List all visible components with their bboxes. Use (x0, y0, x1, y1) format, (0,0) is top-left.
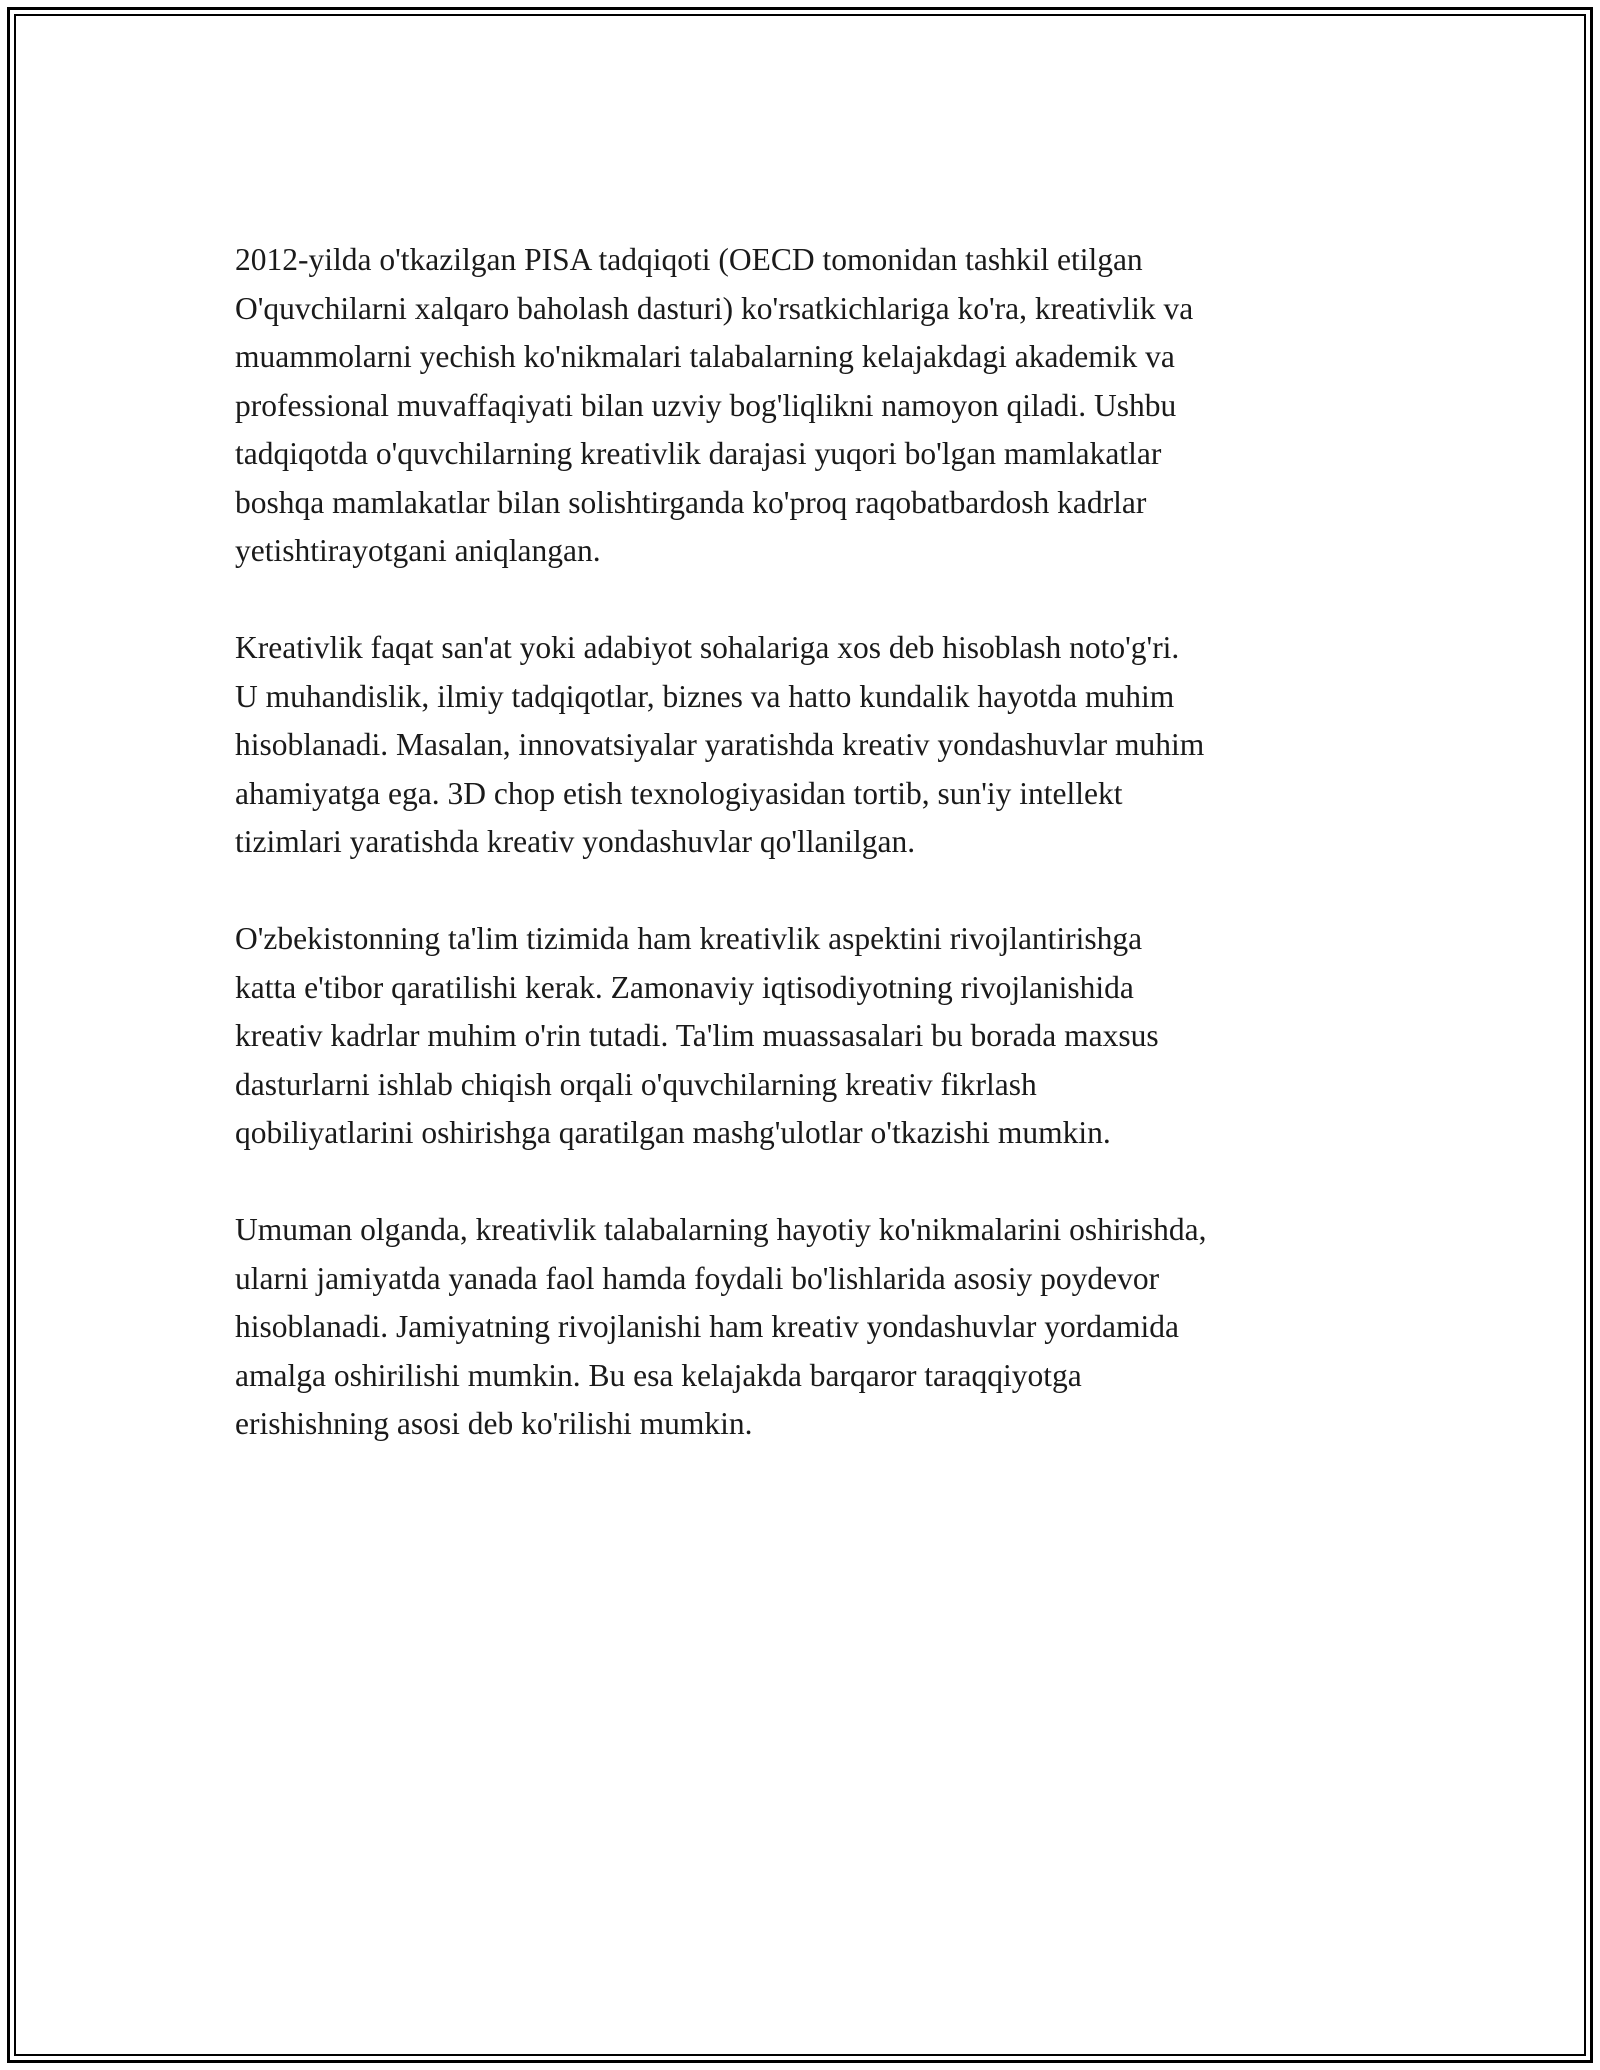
document-body (235, 236, 1385, 1497)
text-line: boshqa mamlakatlar bilan solishtirganda ko'proq raqobatbardosh kadrlar (235, 484, 1147, 520)
text-line: hisoblanadi. Masalan, innovatsiyalar yaratishda kreativ yondashuvlar muhim (235, 727, 1205, 762)
text-line: ularni jamiyatda yanada faol hamda foydali bo'lishlarida asosiy poydevor (235, 1260, 1160, 1296)
text-line: muammolarni yechish ko'nikmalari talabalarning kelajakdagi akademik va (235, 339, 1175, 374)
text-line: amalga oshirilishi mumkin. Bu esa kelajakda barqaror taraqqiyotga (235, 1357, 1082, 1393)
text-line: hisoblanadi. Jamiyatning rivojlanishi ham kreativ yondashuvlar yordamida (235, 1309, 1179, 1344)
text-line: tadqiqotda o'quvchilarning kreativlik darajasi yuqori bo'lgan mamlakatlar (235, 436, 1162, 471)
text-line: Umuman olganda, kreativlik talabalarning hayotiy ko'nikmalarini oshirishda, (235, 1212, 1207, 1247)
text-line: tizimlari yaratishda kreativ yondashuvlar qo'llanilgan. (235, 824, 916, 859)
paragraph-4 (235, 1206, 1385, 1449)
text-line: O'quvchilarni xalqaro baholash dasturi) ko'rsatkichlariga ko'ra, kreativlik va (235, 290, 1194, 326)
text-line: professional muvaffaqiyati bilan uzviy bog'liqlikni namoyon qiladi. Ushbu (235, 387, 1177, 423)
text-line: 2012-yilda o'tkazilgan PISA tadqiqoti (OECD tomonidan tashkil etilgan (235, 242, 1143, 277)
paragraph-1 (235, 236, 1385, 576)
paragraph-2 (235, 624, 1385, 867)
text-line: yetishtirayotgani aniqlangan. (235, 533, 601, 568)
text-line: qobiliyatlarini oshirishga qaratilgan mashg'ulotlar o'tkazishi mumkin. (235, 1115, 1111, 1150)
text-line: kreativ kadrlar muhim o'rin tutadi. Ta'lim muassasalari bu borada maxsus (235, 1018, 1159, 1053)
text-line: O'zbekistonning ta'lim tizimida ham kreativlik aspektini rivojlantirishga (235, 921, 1143, 956)
paragraph-3 (235, 915, 1385, 1158)
text-line: Kreativlik faqat san'at yoki adabiyot sohalariga xos deb hisoblash noto'g'ri. (235, 630, 1180, 665)
text-line: dasturlarni ishlab chiqish orqali o'quvchilarning kreativ fikrlash (235, 1066, 1037, 1102)
text-line: U muhandislik, ilmiy tadqiqotlar, biznes va hatto kundalik hayotda muhim (235, 678, 1175, 714)
text-line: ahamiyatga ega. 3D chop etish texnologiyasidan tortib, sun'iy intellekt (235, 775, 1123, 811)
text-line: erishishning asosi deb ko'rilishi mumkin. (235, 1406, 753, 1441)
text-line: katta e'tibor qaratilishi kerak. Zamonaviy iqtisodiyotning rivojlanishida (235, 969, 1134, 1005)
